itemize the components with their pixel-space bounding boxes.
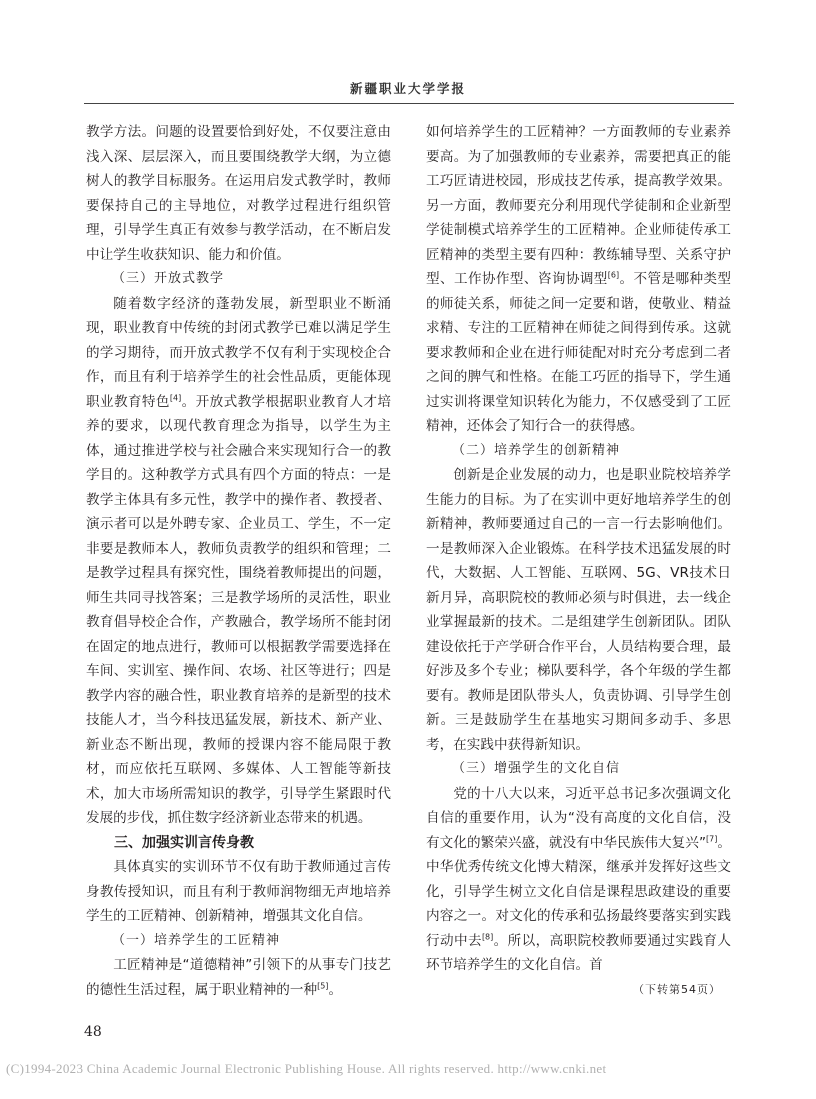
- citation-ref: [5]: [317, 980, 329, 990]
- paragraph-text: 。: [328, 981, 343, 998]
- page-number: 48: [84, 1024, 102, 1040]
- paragraph-text: 。所以，高职院校教师要通过实践育人环节培养学生的文化自信。首: [426, 932, 732, 973]
- section-heading-craftsmanship: （一）培养学生的工匠精神: [112, 932, 281, 948]
- paragraph-text: 工匠精神是“道德精神”引领下的从事专门技艺的德性生活过程，属于职业精神的一种: [86, 957, 391, 998]
- header-divider: [84, 103, 734, 104]
- paragraph-text: 。开放式教学根据职业教育人才培养的要求，以现代教育理念为指导，以学生为主体，通过推进学校与社会融合来实现知行合一的教学目的。这种教学方式具有四个方面的特点：一是教学主体具有多元性，教学中的操作者、教授者、演示者可以是外聘专家、企业员工、学生，不一定非要是教师本人，教师负责教学的组织和管理；二是教学过程具有探究性，围绕着教师提出的问题，师生共同寻找答案；三是教学场所的灵活性，职业教育倡导校企合作，产教融合，教学场所不能封闭在固定的地点进行，教师可以根据教学需要选择在车间、实训室、操作间、农场、社区等进行；四是教学内容的融合性，职业教育培养的是新型的技术技能人才，当今科技迅猛发展，新技术、新产业、新业态不断出现，教师的授课内容不能局限于教材，而应依托互联网、多媒体、人工智能等新技术，加大市场所需知识的教学，引导学生紧跟时代发展的步伐，抓住数字经济新业态带来的机遇。: [86, 393, 392, 826]
- journal-header: 新疆职业大学学报: [349, 81, 466, 96]
- section-heading-culture: （三）增强学生的文化自信: [452, 761, 621, 776]
- citation-ref: [4]: [169, 392, 182, 402]
- section-heading-innovation: （二）培养学生的创新精神: [452, 442, 621, 458]
- paragraph: [426, 120, 731, 439]
- continuation-note: （下转第54页）: [633, 982, 721, 996]
- paragraph-text: 如何培养学生的工匠精神？一方面教师的专业素养要高。为了加强教师的专业素养，需要把真正的能工巧匠请进校园，形成技艺传承，提高教学效果。另一方面，教师要充分利用现代学徒制和企业新型学徒制模式培养学生的工匠精神。企业师徒传承工匠精神的类型主要有四种：教练辅导型、关系守护型、工作协作型、咨询协调型: [426, 124, 731, 287]
- citation-ref: [8]: [481, 931, 494, 941]
- citation-ref: [6]: [607, 270, 620, 280]
- paragraph: 具体真实的实训环节不仅有助于教师通过言传身教传授知识，而且有利于教师润物细无声地培养学生的工匠精神、创新精神，增强其文化自信。: [86, 859, 391, 924]
- section-heading-practice: 三、加强实训言传身教: [114, 834, 254, 851]
- paragraph: [86, 292, 391, 831]
- paragraph-text: 。不管是哪种类型的师徒关系，师徒之间一定要和谐，使敬业、精益求精、专注的工匠精神在师徒之间得到传承。这就要求教师和企业在进行师徒配对时充分考虑到二者之间的脾气和性格。在能工巧匠的指导下，学生通过实训将课堂知识转化为能力，不仅感受到了工匠精神，还体会了知行合一的获得感。: [426, 271, 732, 434]
- copyright-footer: (C)1994-2023 China Academic Journal Electronic Publishing House. All rights reserved. http://www.cnki.net: [6, 1061, 607, 1076]
- paragraph: [426, 782, 731, 978]
- left-column: [86, 120, 391, 1002]
- paragraph: 教学方法。问题的设置要恰到好处，不仅要注意由浅入深、层层深入，而且要围绕教学大纲，为立德树人的教学目标服务。在运用启发式教学时，教师要保持自己的主导地位，对教学过程进行组织管理，引导学生真正有效参与教学活动，在不断启发中让学生收获知识、能力和价值。: [86, 124, 391, 263]
- paragraph-text: 随着数字经济的蓬勃发展，新型职业不断涌现，职业教育中传统的封闭式教学已难以满足学生的学习期待，而开放式教学不仅有利于实现校企合作，而且有利于培养学生的社会性品质，更能体现职业教育特色: [86, 295, 391, 410]
- right-column: [426, 120, 731, 1002]
- paragraph: 创新是企业发展的动力，也是职业院校培养学生能力的目标。为了在实训中更好地培养学生的创新精神，教师要通过自己的一言一行去影响他们。一是教师深入企业锻炼。在科学技术迅猛发展的时代，大数据、人工智能、互联网、5G、VR技术日新月异，高职院校的教师必须与时俱进，去一线企业掌握最新的技术。二是组建学生创新团队。团队建设依托于产学研合作平台，人员结构要合理，最好涉及多个专业；梯队要科学，各个年级的学生都要有。教师是团队带头人，负责协调、引导学生创新。三是鼓励学生在基地实习期间多动手、多思考，在实践中获得新知识。: [426, 467, 731, 753]
- paragraph-text: 党的十八大以来，习近平总书记多次强调文化自信的重要作用，认为“没有高度的文化自信，没有文化的繁荣兴盛，就没有中华民族伟大复兴”: [426, 785, 731, 851]
- paragraph-text: 。中华优秀传统文化博大精深，继承并发挥好这些文化，引导学生树立文化自信是课程思政建设的重要内容之一。对文化的传承和弘扬最终要落实到实践行动中去: [426, 834, 732, 949]
- section-heading-open-teaching: （三）开放式教学: [112, 271, 225, 286]
- citation-ref: [7]: [706, 833, 718, 843]
- paragraph: [86, 953, 391, 1002]
